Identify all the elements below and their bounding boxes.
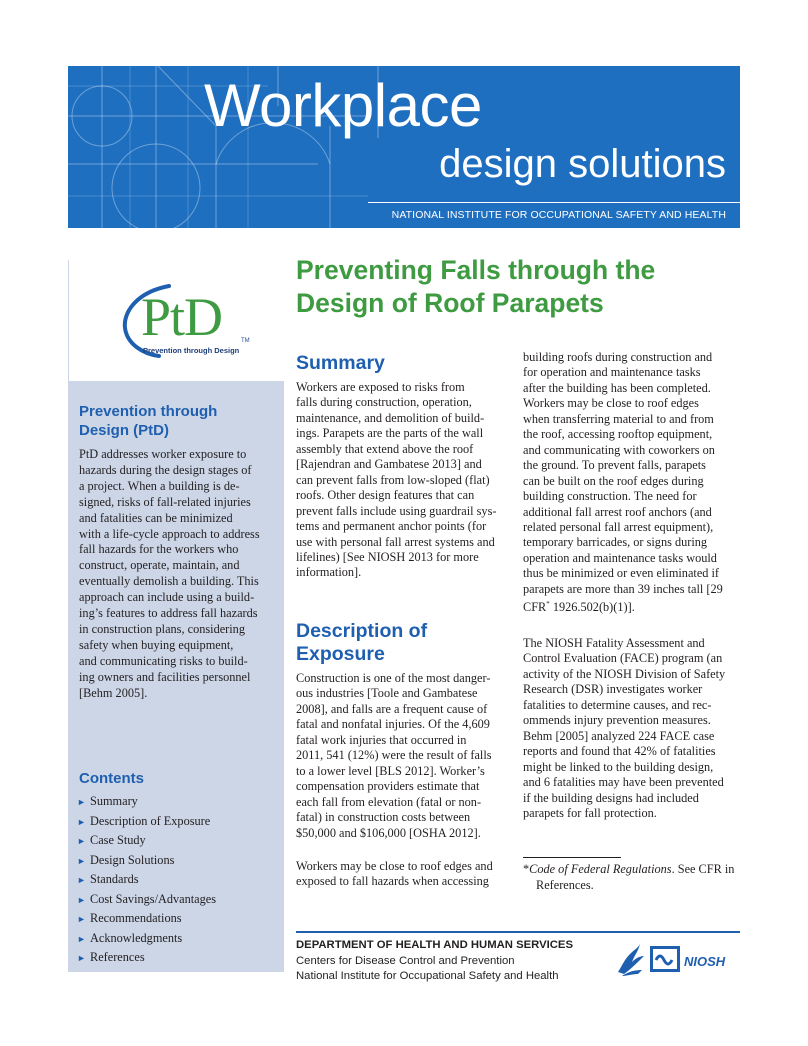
text-line: Construction is one of the most danger-: [296, 671, 491, 685]
text-line: related personal fall arrest equipment),: [523, 519, 714, 534]
text-line: fall hazards for the workers who: [79, 542, 239, 557]
contents-item-label: Cost Savings/Advantages: [90, 891, 217, 906]
contents-item-references[interactable]: [77, 948, 216, 968]
text-line: Behm [2005] analyzed 224 FACE case: [523, 728, 715, 743]
contents-item-label: References: [90, 950, 145, 964]
text-line: ing owners and facilities personnel: [79, 669, 251, 684]
text-line: falls during construction, operation,: [296, 395, 472, 410]
text-line: temporary barricades, or signs during: [523, 535, 708, 550]
text-line: fatal work injuries that occurred in: [296, 732, 467, 747]
text-line: prevent falls include using guardrail sys-: [296, 503, 497, 518]
banner-title-design-solutions: design solutions: [439, 142, 726, 186]
banner: [68, 66, 740, 228]
summary-text: [296, 380, 516, 581]
text-line: $50,000 and $106,000 [OSHA 2012].: [296, 825, 481, 840]
arrow-right-icon: ►: [77, 797, 86, 807]
arrow-right-icon: ►: [77, 914, 86, 924]
ptd-heading: [79, 402, 217, 440]
banner-title-workplace: Workplace: [204, 72, 482, 139]
text-line: [Behm 2005].: [79, 685, 148, 700]
text-line: if the building designs had included: [523, 790, 699, 805]
exposure-heading-line: Exposure: [296, 643, 385, 665]
text-line: activity of the NIOSH Division of Safety: [523, 666, 726, 681]
text-line: thus be minimized or even eliminated if: [523, 566, 720, 581]
arrow-right-icon: ►: [77, 933, 86, 944]
text-line: compensation providers estimate that: [296, 779, 480, 794]
exposure-heading-line: Description of: [296, 620, 428, 642]
text-line: can be built on the roof edges during: [523, 473, 704, 488]
footnote: [523, 862, 738, 893]
arrow-right-icon: ►: [77, 953, 86, 963]
arrow-right-icon: ►: [77, 836, 86, 846]
contents-item-summary[interactable]: [77, 792, 216, 812]
contents-item-label: Summary: [90, 794, 138, 808]
text-line: 2008], and falls are a frequent cause of: [296, 701, 488, 716]
text-line: can prevent falls from low-sloped (flat): [296, 472, 490, 487]
text-line: reports and found that 42% of fatalities: [523, 744, 716, 759]
ptd-logo-text: PtD: [141, 287, 223, 347]
contents-item-label: Design Solutions: [90, 852, 175, 867]
text-line: parapets for fall protection.: [523, 805, 657, 820]
text-line: eventually demolish a building. This: [79, 574, 259, 589]
text-line: tems and permanent anchor points (for: [296, 519, 487, 534]
text-line: assembly that extend above the roof: [296, 441, 474, 456]
contents-list: [77, 792, 216, 968]
contents-item-design-solutions[interactable]: [77, 851, 216, 871]
text-line: when transferring material to and from: [523, 411, 714, 426]
ptd-trademark: TM: [241, 338, 250, 344]
text-line: [Rajendran and Gambatese 2013] and: [296, 457, 482, 472]
text-line: for operation and maintenance tasks: [523, 365, 701, 380]
text-line: ing’s features to address fall hazards: [79, 606, 258, 621]
text-line: maintenance, and demolition of build-: [296, 410, 485, 425]
niosh-logo: NIOSH: [684, 954, 726, 969]
text-line: roofs. Other design features that can: [296, 488, 475, 503]
text-line: after the building has been completed.: [523, 380, 711, 395]
text-line: lifelines) [See NIOSH 2013 for more: [296, 549, 479, 564]
article-title-line: Preventing Falls through the: [296, 255, 656, 285]
text-line: the ground. To prevent falls, parapets: [523, 458, 706, 473]
text-line: Workers may be close to roof edges: [523, 396, 699, 411]
arrow-right-icon: ►: [77, 816, 86, 827]
text-line: Research (DSR) investigates worker: [523, 682, 703, 697]
ptd-heading-line: Design (PtD): [79, 422, 169, 439]
text-line: parapets are more than 39 inches tall [29: [523, 581, 723, 596]
summary-heading: Summary: [296, 352, 385, 374]
text-line: might be linked to the building design,: [523, 759, 714, 774]
text-line: ings. Parapets are the parts of the wall: [296, 426, 484, 441]
text-line: PtD addresses worker exposure to: [79, 447, 247, 461]
text-line: construct, operate, maintain, and: [79, 558, 240, 573]
text-line: and 6 fatalities may have been prevented: [523, 775, 724, 790]
contents-item-label: Recommendations: [90, 911, 182, 925]
footnote-italic-text: Code of Federal Regulations: [529, 862, 672, 876]
text-line: additional fall arrest roof anchors (and: [523, 504, 712, 519]
text-line: Workers are exposed to risks from: [296, 380, 465, 394]
ptd-body-text: [79, 447, 277, 702]
text-line: fatal) in construction costs between: [296, 810, 471, 825]
contents-item-case-study[interactable]: [77, 831, 216, 851]
text-line: operation and maintenance tasks would: [523, 550, 717, 565]
right-column-paragraph-2: [523, 636, 745, 821]
hhs-eagle-icon: [618, 944, 644, 976]
banner-divider: [368, 202, 740, 203]
text-line: exposed to fall hazards when accessing: [296, 874, 489, 889]
footnote-marker: *: [546, 600, 550, 609]
footnote-divider: [523, 857, 621, 858]
text-line: approach can include using a build-: [79, 590, 255, 605]
text-line: each fall from elevation (fatal or non-: [296, 794, 482, 809]
text-line: building roofs during construction and: [523, 350, 713, 364]
contents-item-recommendations[interactable]: [77, 909, 216, 929]
citation-text: 1926.502(b)(1)].: [549, 600, 635, 615]
text-line: [523, 597, 745, 616]
contents-item-label: Case Study: [90, 833, 146, 847]
ptd-logo-tagline: Prevention through Design: [143, 346, 240, 355]
sidebar: [68, 260, 284, 972]
contents-item-label: Standards: [90, 872, 139, 886]
text-line: fatal and nonfatal injuries. Of the 4,609: [296, 717, 490, 732]
contents-heading: Contents: [79, 770, 144, 787]
footer-cdc: Centers for Disease Control and Prevention: [296, 955, 515, 967]
arrow-right-icon: ►: [77, 894, 86, 905]
arrow-right-icon: ►: [77, 875, 86, 885]
exposure-text: [296, 671, 516, 841]
text-line: in construction plans, considering: [79, 621, 245, 636]
footer-divider: [296, 931, 740, 933]
text-line: to a lower level [BLS 2012]. Worker’s: [296, 763, 485, 778]
text-line: signed, risks of fall-related injuries: [79, 494, 251, 509]
footnote-marker: *: [523, 862, 530, 876]
text-line: and fatalities can be minimized: [79, 510, 233, 525]
ptd-heading-line: Prevention through: [79, 403, 218, 420]
exposure-heading: [296, 620, 427, 666]
text-line: Workers may be close to roof edges and: [296, 859, 493, 873]
text-line: the roof, accessing rooftop equipment,: [523, 427, 713, 442]
banner-organization: NATIONAL INSTITUTE FOR OCCUPATIONAL SAFETY AND HEALTH: [391, 209, 726, 221]
contents-item-standards[interactable]: [77, 870, 216, 890]
text-line: Control Evaluation (FACE) program (an: [523, 651, 723, 666]
text-line: safety when buying equipment,: [79, 637, 234, 652]
text-line: hazards during the design stages of: [79, 462, 252, 477]
cfr-text: CFR: [523, 600, 547, 615]
text-line: and communicating with coworkers on: [523, 442, 715, 457]
contents-item-cost-savings[interactable]: [77, 890, 216, 910]
article-title: [296, 254, 756, 320]
text-line: use with personal fall arrest systems and: [296, 534, 495, 549]
text-line: information].: [296, 565, 362, 580]
cdc-logo-icon: [650, 946, 680, 972]
text-line: and communicating risks to build-: [79, 653, 248, 668]
text-line: 2011, 541 (12%) were the result of falls: [296, 748, 492, 763]
ptd-logo-box: [68, 260, 284, 381]
text-line: with a life-cycle approach to address: [79, 526, 260, 541]
arrow-right-icon: ►: [77, 855, 86, 866]
footnote-text: . See CFR in References.: [536, 862, 735, 892]
contents-item-label: Description of Exposure: [90, 813, 211, 828]
footer-niosh: National Institute for Occupational Safety and Health: [296, 970, 559, 982]
text-line: fatalities to determine causes, and rec-: [523, 697, 712, 712]
contents-item-acknowledgments[interactable]: [77, 929, 216, 949]
text-line: building construction. The need for: [523, 489, 697, 504]
contents-item-description-of-exposure[interactable]: [77, 812, 216, 832]
text-line: The NIOSH Fatality Assessment and: [523, 636, 705, 650]
text-line: a project. When a building is de-: [79, 478, 240, 493]
exposure-text-continued: [296, 859, 516, 890]
article-title-line: Design of Roof Parapets: [296, 288, 604, 318]
right-column-paragraph-1: [523, 350, 745, 616]
contents-item-label: Acknowledgments: [90, 930, 183, 945]
text-line: ous industries [Toole and Gambatese: [296, 686, 478, 701]
text-line: ommends injury prevention measures.: [523, 713, 711, 728]
footer-department: DEPARTMENT OF HEALTH AND HUMAN SERVICES: [296, 939, 573, 951]
